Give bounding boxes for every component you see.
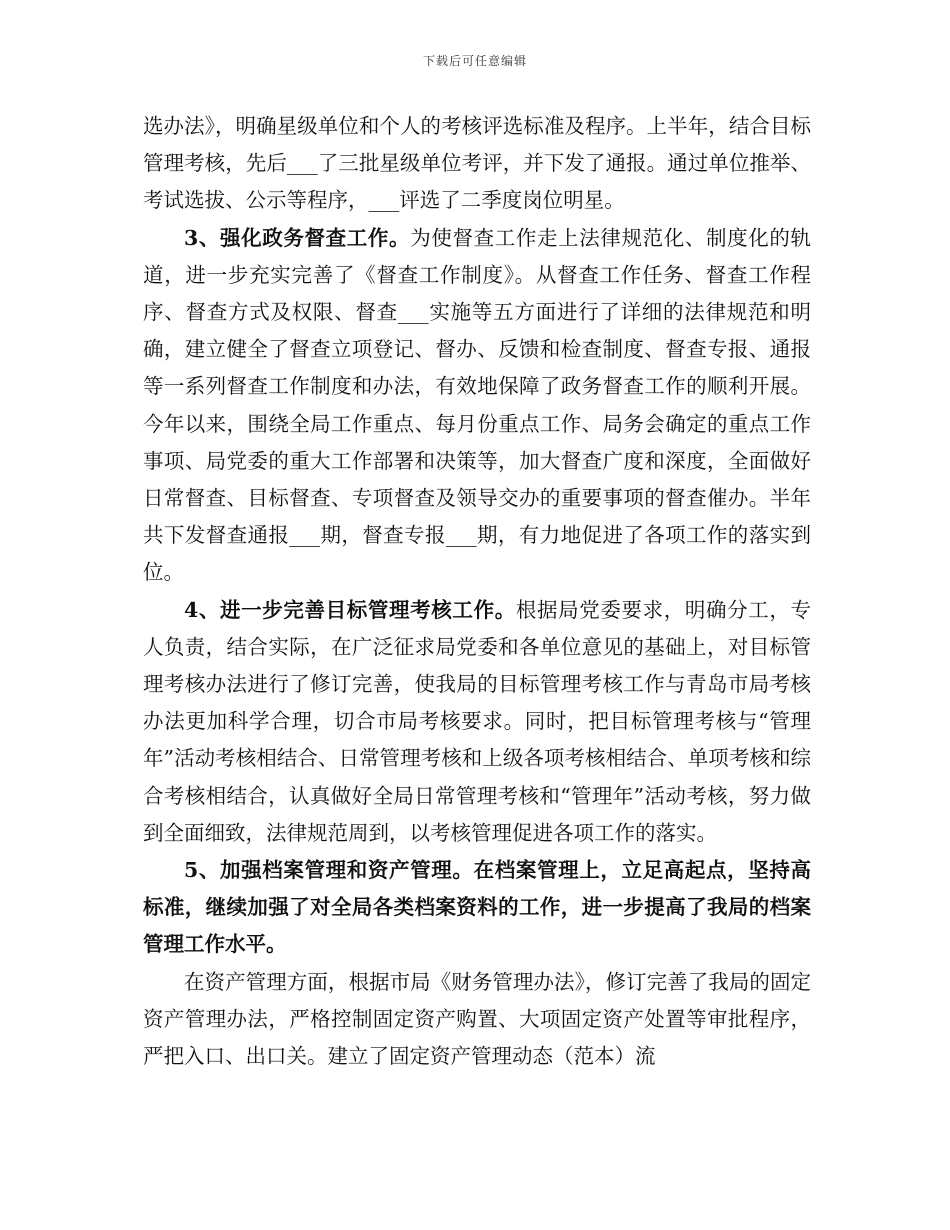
page-header: 下载后可任意编辑 <box>422 54 527 68</box>
paragraph-heading: 5、加强档案管理和资产管理。在档案管理上，立足高起点，坚持高标准，继续加强了对全局各类档案资料的工作，进一步提高了我局的档案管理工作水平。 <box>143 858 811 957</box>
document-body <box>143 108 811 1075</box>
paragraph-assets <box>143 964 811 1076</box>
paragraph-heading: 3、强化政务督查工作。 <box>184 225 411 250</box>
paragraph-text: 在资产管理方面，根据市局《财务管理办法》，修订完善了我局的固定资产管理办法，严格控制固定资产购置、大项固定资产处置等审批程序，严把入口、出口关。建立了固定资产管理动态（范本）流 <box>143 969 811 1069</box>
paragraph-text: 为使督查工作走上法律规范化、制度化的轨道，进一步充实完善了《督查工作制度》。从督查工作任务、督查工作程序、督查方式及权限、督查___实施等五方面进行了详细的法律规范和明确，建立健全了督查立项登记、督办、反馈和检查制度、督查专报、通报等一系列督查工作制度和办法，有效地保障了政务督查工作的顺利开展。今年以来，围绕全局工作重点、每月份重点工作、局务会确定的重点工作事项、局党委的重大工作部署和决策等，加大督查广度和深度，全面做好日常督查、目标督查、专项督查及领导交办的重要事项的督查催办。半年共下发督查通报___期，督查专报___期，有力地促进了各项工作的落实到位。 <box>143 225 812 585</box>
paragraph-heading: 4、进一步完善目标管理考核工作。 <box>184 597 516 622</box>
paragraph-text: 根据局党委要求，明确分工，专人负责，结合实际，在广泛征求局党委和各单位意见的基础上，对目标管理考核办法进行了修订完善，使我局的目标管理考核工作与青岛市局考核办法更加科学合理，切合市局考核要求。同时，把目标管理考核与“管理年”活动考核相结合、日常管理考核和上级各项考核相结合、单项考核和综合考核相结合，认真做好全局日常管理考核和“管理年”活动考核，努力做到全面细致，法律规范周到，以考核管理促进各项工作的落实。 <box>143 597 812 845</box>
paragraph-target-management <box>143 592 811 852</box>
paragraph-text: 选办法》，明确星级单位和个人的考核评选标准及程序。上半年，结合目标管理考核，先后___了三批星级单位考评，并下发了通报。通过单位推举、考试选拔、公示等程序，___评选了二季度岗位明星。 <box>143 114 811 213</box>
paragraph-supervision <box>143 220 811 592</box>
paragraph-archives <box>143 852 811 964</box>
paragraph-continuation <box>143 108 811 220</box>
